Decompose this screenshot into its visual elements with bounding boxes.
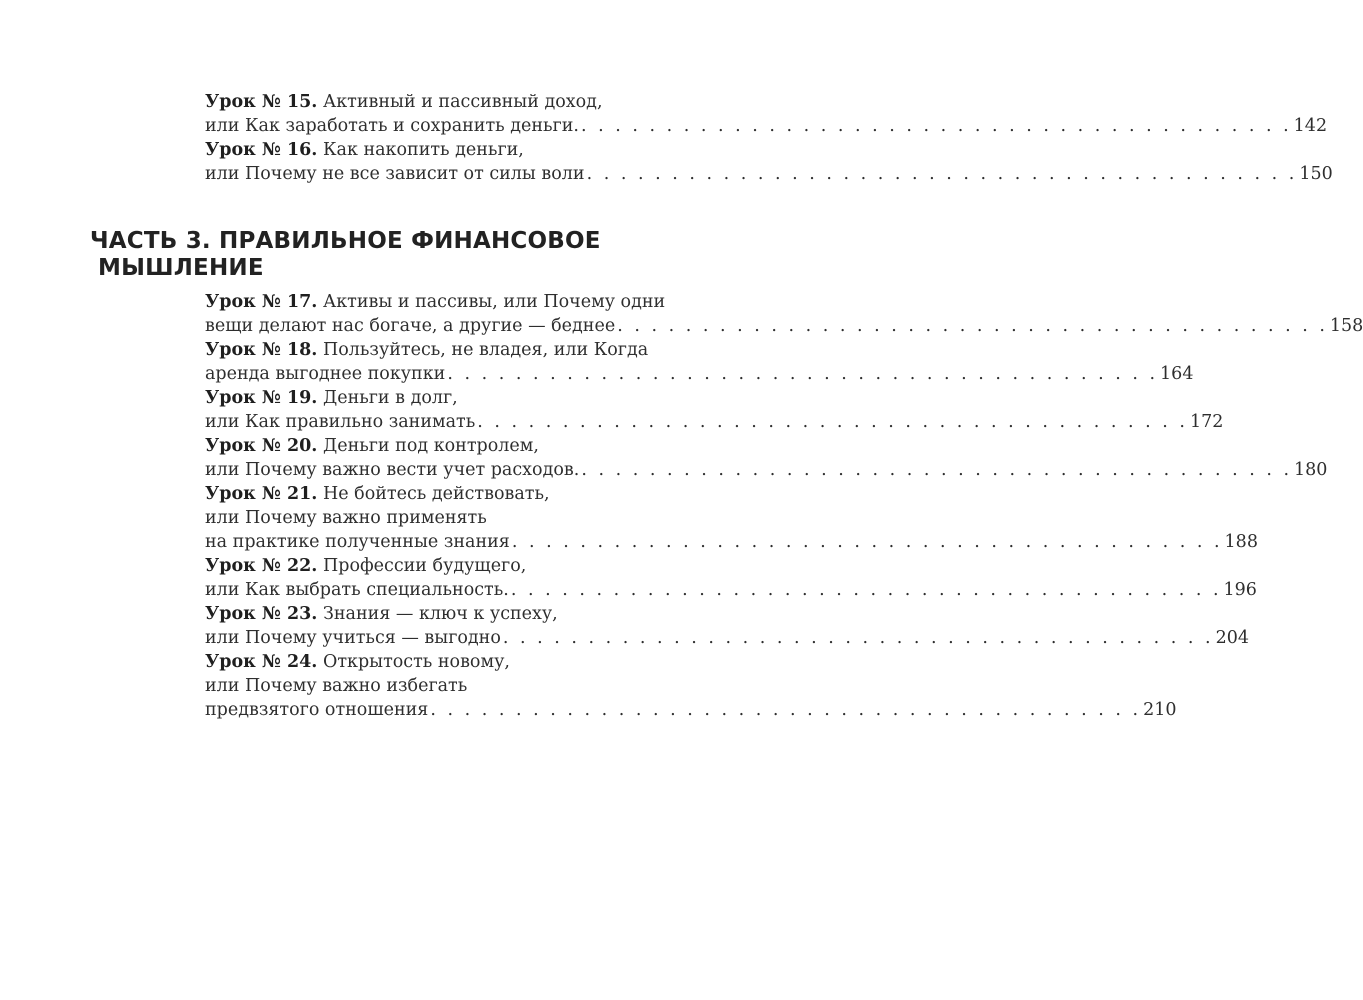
toc-entry-lesson-16[interactable] (0, 138, 1333, 186)
page-number: 188 (1224, 532, 1258, 552)
toc-entry-lesson-18[interactable] (0, 338, 1194, 386)
toc-entry-first-line (205, 602, 702, 626)
lesson-title-part: предвзятого отношения (205, 700, 429, 720)
page-number: 210 (1143, 700, 1177, 720)
leader-dots: . . . . . . . . . . . . . . . . . . . . . . . . . . . . . . . . . . . . . . . . . . (477, 412, 1188, 432)
toc-entry-first-line (205, 554, 702, 578)
toc-entry-last-line (205, 114, 1328, 138)
lesson-title-part: или Почему важно вести учет расходов. (205, 460, 580, 480)
toc-entry-last-line (205, 578, 1257, 602)
toc-entry-first-line (205, 138, 702, 162)
lesson-number: Урок № 17. (205, 292, 318, 312)
leader-dots: . . . . . . . . . . . . . . . . . . . . . . . . . . . . . . . . . . . . . . . . . . (447, 364, 1159, 384)
toc-entry-lesson-22[interactable] (0, 554, 1257, 602)
lesson-title-part: Как накопить деньги, (322, 140, 524, 160)
toc-entry-lesson-17[interactable] (0, 290, 1363, 338)
toc-entry-first-line (205, 290, 702, 314)
part-3-heading (90, 228, 601, 282)
toc-entry-first-line (205, 434, 702, 458)
lesson-title-part: вещи делают нас богаче, а другие — беднее (205, 316, 616, 336)
lesson-title-part: Активный и пассивный доход, (322, 92, 603, 112)
page-number: 180 (1294, 460, 1328, 480)
toc-entry-first-line (205, 338, 702, 362)
lesson-title-part: или Как правильно занимать (205, 412, 476, 432)
toc-entry-lesson-23[interactable] (0, 602, 1249, 650)
toc-entry-middle-line (205, 506, 702, 530)
lesson-number: Урок № 22. (205, 556, 318, 576)
toc-entry-first-line (205, 482, 702, 506)
toc-entry-last-line (205, 314, 1363, 338)
toc-entry-last-line (205, 530, 1258, 554)
lesson-number: Урок № 23. (205, 604, 318, 624)
lesson-number: Урок № 16. (205, 140, 318, 160)
lesson-title-part: Активы и пассивы, или Почему одни (322, 292, 666, 312)
lesson-number: Урок № 18. (205, 340, 318, 360)
lesson-title-part: или Как заработать и сохранить деньги. (205, 116, 579, 136)
toc-entry-last-line (205, 626, 1249, 650)
lesson-number: Урок № 21. (205, 484, 318, 504)
leader-dots: . . . . . . . . . . . . . . . . . . . . . . . . . . . . . . . . . . . . . . . . . . (511, 532, 1223, 552)
lesson-number: Урок № 20. (205, 436, 318, 456)
lesson-title-part: Деньги в долг, (322, 388, 458, 408)
lesson-number: Урок № 19. (205, 388, 318, 408)
leader-dots: . . . . . . . . . . . . . . . . . . . . . . . . . . . . . . . . . . . . . . . . . . (510, 580, 1222, 600)
page-number: 164 (1160, 364, 1194, 384)
toc-entry-first-line (205, 650, 702, 674)
lesson-title-part: Профессии будущего, (322, 556, 527, 576)
lesson-title-part: или Почему не все зависит от силы воли (205, 164, 585, 184)
page-number: 158 (1329, 316, 1363, 336)
toc-entry-first-line (205, 386, 702, 410)
toc-entry-lesson-15[interactable] (0, 90, 1328, 138)
toc-entry-last-line (205, 698, 1177, 722)
lesson-title-part: или Как выбрать специальность. (205, 580, 509, 600)
toc-entry-middle-line (205, 674, 702, 698)
toc-entry-lesson-20[interactable] (0, 434, 1328, 482)
lesson-title-part: Пользуйтесь, не владея, или Когда (322, 340, 649, 360)
leader-dots: . . . . . . . . . . . . . . . . . . . . . . . . . . . . . . . . . . . . . . . . . . (617, 316, 1328, 336)
page-number: 204 (1215, 628, 1249, 648)
part-3-heading-line-1: ЧАСТЬ 3. ПРАВИЛЬНОЕ ФИНАНСОВОЕ (90, 228, 601, 254)
toc-entry-lesson-21[interactable] (0, 482, 1258, 554)
lesson-title-part: аренда выгоднее покупки (205, 364, 446, 384)
toc-entry-last-line (205, 162, 1333, 186)
lesson-title-part: или Почему важно избегать (205, 676, 468, 696)
lesson-number: Урок № 15. (205, 92, 318, 112)
lesson-title-part: на практике полученные знания (205, 532, 510, 552)
lesson-title-part: или Почему важно применять (205, 508, 487, 528)
leader-dots: . . . . . . . . . . . . . . . . . . . . . . . . . . . . . . . . . . . . . . . . . . (581, 460, 1293, 480)
lesson-title-part: или Почему учиться — выгодно (205, 628, 501, 648)
lesson-title-part: Знания — ключ к успеху, (322, 604, 558, 624)
toc-entry-first-line (205, 90, 702, 114)
toc-entry-lesson-19[interactable] (0, 386, 1224, 434)
page-number: 142 (1293, 116, 1328, 136)
toc-entry-lesson-24[interactable] (0, 650, 1177, 722)
lesson-number: Урок № 24. (205, 652, 318, 672)
toc-entry-last-line (205, 410, 1224, 434)
part-3-heading-line-2: МЫШЛЕНИЕ (98, 255, 264, 281)
toc-entry-last-line (205, 362, 1194, 386)
lesson-title-part: Не бойтесь действовать, (322, 484, 550, 504)
page-number: 196 (1223, 580, 1257, 600)
leader-dots: . . . . . . . . . . . . . . . . . . . . . . . . . . . . . . . . . . . . . . . . . . (430, 700, 1142, 720)
page-number: 150 (1299, 164, 1333, 184)
toc-entry-last-line (205, 458, 1328, 482)
leader-dots: . . . . . . . . . . . . . . . . . . . . . . . . . . . . . . . . . . . . . . . . . . (502, 628, 1214, 648)
page-number: 172 (1190, 412, 1224, 432)
toc-section-part2-tail (0, 90, 1333, 186)
leader-dots: . . . . . . . . . . . . . . . . . . . . . . . . . . . . . . . . . . . . . . . . . . (586, 164, 1298, 184)
lesson-title-part: Открытость новому, (322, 652, 510, 672)
lesson-title-part: Деньги под контролем, (322, 436, 539, 456)
toc-section-part3 (0, 290, 1363, 722)
leader-dots: . . . . . . . . . . . . . . . . . . . . . . . . . . . . . . . . . . . . . . . . . . (580, 116, 1292, 136)
